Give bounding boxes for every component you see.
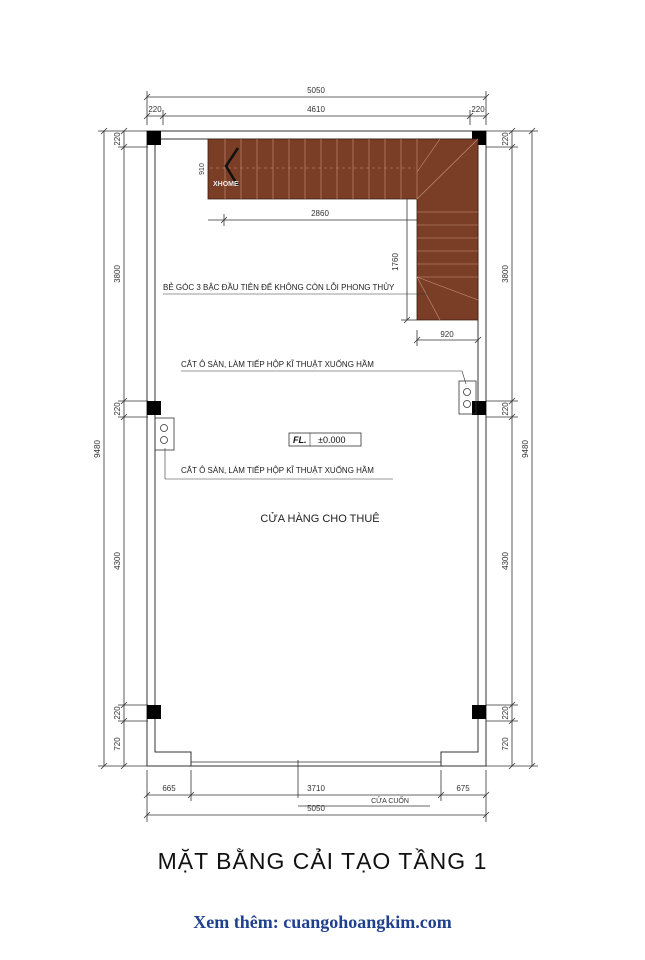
stair-note: BẺ GÓC 3 BẬC ĐẦU TIÊN ĐỂ KHÔNG CÒN LỖI PHONG THỦY xyxy=(163,283,395,292)
floor-level-marker xyxy=(289,433,361,446)
top-left-dimension: 220 xyxy=(148,105,162,114)
right-dimension-lines xyxy=(486,128,538,769)
column xyxy=(147,131,161,145)
floor-level-prefix: FL. xyxy=(293,435,307,445)
footer-link[interactable]: Xem thêm: cuangohoangkim.com xyxy=(193,912,452,932)
room-label: CỬA HÀNG CHO THUÊ xyxy=(260,513,380,525)
staircase xyxy=(208,139,478,320)
technical-shaft-left xyxy=(155,418,174,450)
top-right-dimension: 220 xyxy=(471,105,485,114)
cut-note-1-leader-end xyxy=(462,371,466,384)
right-seg2-dimension: 3800 xyxy=(501,265,510,283)
cut-note-1: CẮT Ô SÀN, LÀM TIẾP HỘP KĨ THUẬT XUỐNG HẦM xyxy=(181,360,374,369)
right-seg3-dimension: 220 xyxy=(501,402,510,416)
bottom-left-dimension: 665 xyxy=(162,784,176,793)
logo-text: XHOME xyxy=(213,181,239,188)
left-seg2-dimension: 3800 xyxy=(113,265,122,283)
stair-run-dimension: 2860 xyxy=(311,209,329,218)
stair-width-dimension: 910 xyxy=(199,163,206,175)
drawing-title: MẶT BẰNG CẢI TẠO TẦNG 1 xyxy=(157,848,488,874)
top-total-dimension: 5050 xyxy=(307,86,325,95)
stair-side-dimension: 1760 xyxy=(391,253,400,271)
column xyxy=(472,705,486,719)
door-opening xyxy=(191,762,441,766)
left-seg3-dimension: 220 xyxy=(113,402,122,416)
left-seg6-dimension: 720 xyxy=(113,737,122,751)
bottom-right-dimension: 675 xyxy=(456,784,470,793)
cut-note-2: CẮT Ô SÀN, LÀM TIẾP HỘP KĨ THUẬT XUỐNG HẦM xyxy=(181,466,374,475)
right-seg5-dimension: 220 xyxy=(501,706,510,720)
bottom-total-dimension: 5050 xyxy=(307,804,325,813)
stair-end-dimension: 920 xyxy=(440,330,454,339)
left-seg4-dimension: 4300 xyxy=(113,552,122,570)
left-dimension-lines xyxy=(98,128,148,769)
stair-shape xyxy=(208,139,478,320)
column xyxy=(147,705,161,719)
column xyxy=(147,401,161,415)
right-seg6-dimension: 720 xyxy=(501,737,510,751)
column xyxy=(472,401,486,415)
bottom-mid-dimension: 3710 xyxy=(307,784,325,793)
door-label: CỬA CUỐN xyxy=(371,798,409,805)
left-total-dimension: 9480 xyxy=(93,440,102,458)
right-seg1-dimension: 220 xyxy=(501,132,510,146)
left-seg1-dimension: 220 xyxy=(113,132,122,146)
floor-level-value: ±0.000 xyxy=(318,435,346,445)
left-seg5-dimension: 220 xyxy=(113,706,122,720)
right-seg4-dimension: 4300 xyxy=(501,552,510,570)
top-mid-dimension: 4610 xyxy=(307,105,325,114)
right-total-dimension: 9480 xyxy=(521,440,530,458)
